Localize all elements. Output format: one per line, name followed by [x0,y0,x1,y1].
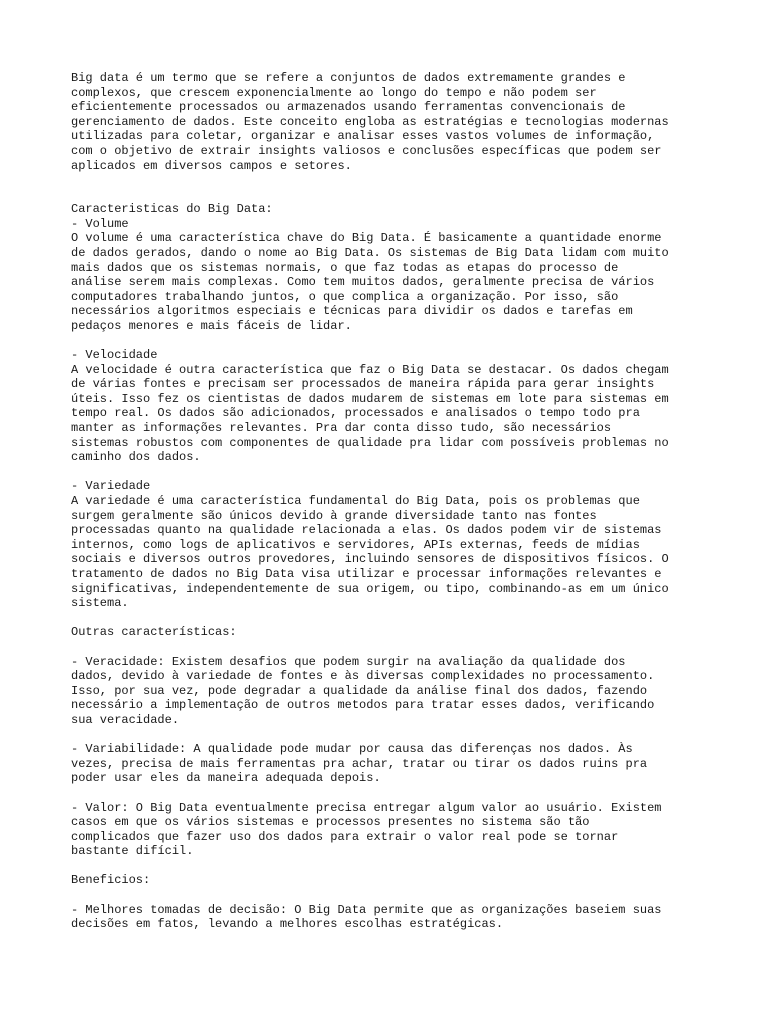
volume-paragraph: O volume é uma característica chave do Big Data. É basicamente a quantidade enorme de dados gerados, dando o nome ao Big Data. Os sistemas de Big Data lidam com muito mais dados que os sistemas normais, o que faz todas as etapas do processo de análise serem mais complexas. Como tem muitos dados, geralmente precisa de vários computadores trabalhando juntos, o que complica a organização. Por isso, são necessários algoritmos especiais e técnicas para dividir os dados e tarefas em pedaços menores e mais fáceis de lidar. [71,231,669,333]
value-paragraph: - Valor: O Big Data eventualmente precisa entregar algum valor ao usuário. Existem casos em que os vários sistemas e processos presentes no sistema são tão complicados que fazer uso dos dados para extrair o valor real pode se tornar bastante difícil. [71,800,662,859]
variety-title: - Variedade [71,479,151,494]
decisions-paragraph: - Melhores tomadas de decisão: O Big Data permite que as organizações baseiem suas decisões em fatos, levando a melhores escolhas estratégicas. [71,902,662,932]
veracity-paragraph: - Veracidade: Existem desafios que podem surgir na avaliação da qualidade dos dados, devido à variedade de fontes e às diversas complexidades no processamento. Isso, por sua vez, pode degradar a qualidade da análise final dos dados, fazendo necessário a implementação de outros metodos para tratar esses dados, verificando sua veracidade. [71,654,655,727]
spacer [71,465,711,480]
intro-paragraph: Big data é um termo que se refere a conjuntos de dados extremamente grandes e complexos, que crescem exponencialmente ao longo do tempo e não podem ser eficientemente processados ou armazenados usando ferramentas convencionais de gerenciamento de dados. Este conceito engloba as estratégias e tecnologias modernas utilizadas para coletar, organizar e analisar esses vastos volumes de informação, com o objetivo de extrair insights valiosos e conclusões específicas que podem ser aplicados em diversos campos e setores. [71,71,669,173]
spacer [71,728,711,743]
spacer [71,173,711,202]
spacer [71,786,711,801]
variety-paragraph: A variedade é uma característica fundamental do Big Data, pois os problemas que surgem geralmente são únicos devido à grande diversidade tanto nas fontes processadas quanto na qualidade relacionada a elas. Os dados podem vir de sistemas internos, como logs de aplicativos e servidores, APIs externas, feeds de mídias sociais e diversos outros provedores, incluindo sensores de dispositivos físicos. O tratamento de dados no Big Data visa utilizar e processar informações relevantes e significativas, independentemente de sua origem, ou tipo, combinando-as em um único sistema. [71,494,669,611]
velocity-title: - Velocidade [71,348,158,363]
spacer [71,888,711,903]
velocity-paragraph: A velocidade é outra característica que faz o Big Data se destacar. Os dados chegam de várias fontes e precisam ser processados de maneira rápida para gerar insights úteis. Isso fez os cientistas de dados mudarem de sistemas em lote para sistemas em tempo real. Os dados são adicionados, processados e analisados o tempo todo pra manter as informações relevantes. Pra dar conta disso tudo, são necessários sistemas robustos com componentes de qualidade pra lidar com possíveis problemas no caminho dos dados. [71,362,669,465]
spacer [71,640,711,655]
benefits-heading: Beneficios: [71,873,151,888]
other-characteristics-heading: Outras características: [71,625,237,640]
characteristics-heading: Caracteristicas do Big Data: [71,202,273,217]
spacer [71,611,711,626]
volume-title: - Volume [71,216,129,231]
spacer [71,859,711,874]
document-page [71,71,711,932]
spacer [71,334,711,349]
variability-paragraph: - Variabilidade: A qualidade pode mudar por causa das diferenças nos dados. Às vezes, precisa de mais ferramentas pra achar, tratar ou tirar os dados ruins pra poder usar eles da maneira adequada depois. [71,742,648,786]
